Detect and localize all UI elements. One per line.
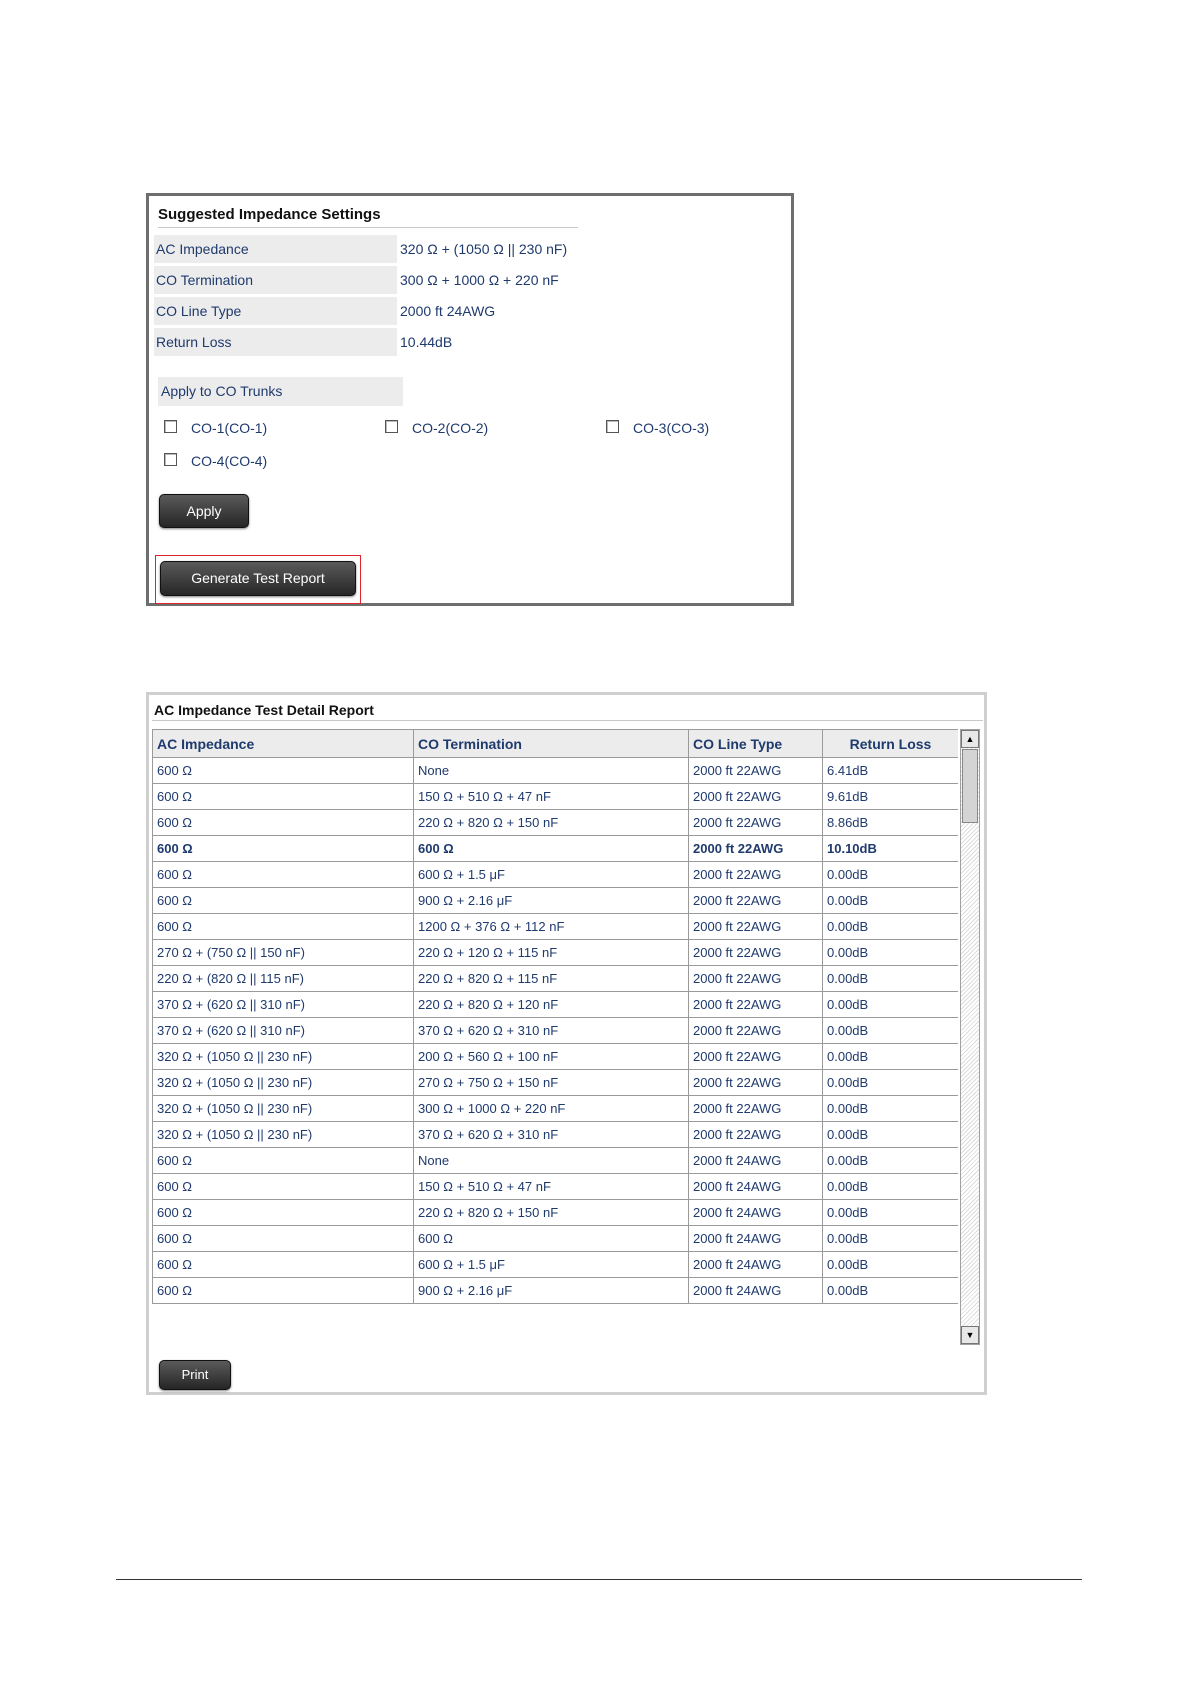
cell-return-loss: 0.00dB [823, 1174, 959, 1200]
setting-label: AC Impedance [154, 235, 397, 263]
table-row[interactable] [153, 992, 959, 1018]
cell-ac-impedance: 600 Ω [153, 836, 414, 862]
table-row[interactable] [153, 1226, 959, 1252]
apply-button[interactable]: Apply [159, 494, 249, 528]
cell-return-loss: 0.00dB [823, 1018, 959, 1044]
cell-co-line-type: 2000 ft 22AWG [689, 1122, 823, 1148]
cell-co-termination: 370 Ω + 620 Ω + 310 nF [414, 1122, 689, 1148]
table-row[interactable] [153, 1044, 959, 1070]
cell-ac-impedance: 600 Ω [153, 1174, 414, 1200]
cell-co-line-type: 2000 ft 24AWG [689, 1252, 823, 1278]
cell-return-loss: 6.41dB [823, 758, 959, 784]
cell-return-loss: 0.00dB [823, 888, 959, 914]
cell-return-loss: 0.00dB [823, 1252, 959, 1278]
setting-row-co-line-type [154, 297, 774, 325]
table-row[interactable] [153, 1018, 959, 1044]
table-row[interactable] [153, 1070, 959, 1096]
table-row[interactable] [153, 862, 959, 888]
cell-co-termination: 220 Ω + 820 Ω + 150 nF [414, 810, 689, 836]
cell-co-termination: 220 Ω + 120 Ω + 115 nF [414, 940, 689, 966]
cell-ac-impedance: 600 Ω [153, 1252, 414, 1278]
cell-return-loss: 0.00dB [823, 1096, 959, 1122]
cell-return-loss: 0.00dB [823, 1278, 959, 1304]
report-table-body [153, 758, 959, 1304]
apply-to-co-trunks-label: Apply to CO Trunks [158, 377, 403, 406]
cell-co-line-type: 2000 ft 22AWG [689, 966, 823, 992]
cell-return-loss: 0.00dB [823, 1122, 959, 1148]
cell-ac-impedance: 600 Ω [153, 1278, 414, 1304]
table-row[interactable] [153, 1252, 959, 1278]
trunk-label: CO-2(CO-2) [412, 420, 489, 436]
table-row[interactable] [153, 758, 959, 784]
cell-co-line-type: 2000 ft 24AWG [689, 1174, 823, 1200]
cell-return-loss: 0.00dB [823, 1148, 959, 1174]
table-row[interactable] [153, 1278, 959, 1304]
report-table-container [152, 729, 958, 1345]
table-row[interactable] [153, 810, 959, 836]
setting-row-ac-impedance [154, 235, 774, 263]
trunk-checkbox-co-2[interactable] [385, 418, 585, 438]
table-row[interactable] [153, 914, 959, 940]
cell-co-termination: 220 Ω + 820 Ω + 115 nF [414, 966, 689, 992]
table-row[interactable] [153, 888, 959, 914]
setting-value: 10.44dB [400, 334, 453, 350]
settings-title: Suggested Impedance Settings [158, 205, 578, 228]
cell-co-line-type: 2000 ft 22AWG [689, 836, 823, 862]
cell-co-termination: 270 Ω + 750 Ω + 150 nF [414, 1070, 689, 1096]
table-row[interactable] [153, 1200, 959, 1226]
cell-return-loss: 0.00dB [823, 1044, 959, 1070]
vertical-scrollbar[interactable] [960, 729, 980, 1345]
trunk-checkbox-co-4[interactable] [164, 451, 364, 471]
cell-ac-impedance: 600 Ω [153, 810, 414, 836]
cell-ac-impedance: 320 Ω + (1050 Ω || 230 nF) [153, 1044, 414, 1070]
scrollbar-thumb[interactable] [962, 749, 978, 823]
cell-return-loss: 0.00dB [823, 862, 959, 888]
cell-co-termination: 220 Ω + 820 Ω + 120 nF [414, 992, 689, 1018]
table-row[interactable] [153, 1122, 959, 1148]
cell-co-line-type: 2000 ft 22AWG [689, 810, 823, 836]
table-header-row [153, 730, 959, 758]
cell-co-line-type: 2000 ft 22AWG [689, 1070, 823, 1096]
cell-ac-impedance: 320 Ω + (1050 Ω || 230 nF) [153, 1122, 414, 1148]
cell-ac-impedance: 600 Ω [153, 758, 414, 784]
cell-co-line-type: 2000 ft 22AWG [689, 888, 823, 914]
cell-return-loss: 0.00dB [823, 940, 959, 966]
cell-ac-impedance: 600 Ω [153, 1200, 414, 1226]
scroll-down-arrow-icon[interactable]: ▼ [961, 1326, 979, 1344]
column-header-ac-impedance[interactable]: AC Impedance [153, 730, 414, 758]
cell-co-line-type: 2000 ft 22AWG [689, 940, 823, 966]
setting-label: CO Line Type [154, 297, 397, 325]
cell-return-loss: 0.00dB [823, 914, 959, 940]
cell-return-loss: 10.10dB [823, 836, 959, 862]
cell-co-line-type: 2000 ft 24AWG [689, 1278, 823, 1304]
cell-ac-impedance: 600 Ω [153, 888, 414, 914]
cell-return-loss: 0.00dB [823, 1200, 959, 1226]
setting-row-co-termination [154, 266, 774, 294]
cell-co-termination: None [414, 758, 689, 784]
cell-co-termination: 600 Ω [414, 836, 689, 862]
column-header-co-termination[interactable]: CO Termination [414, 730, 689, 758]
checkbox[interactable] [164, 420, 177, 433]
cell-ac-impedance: 220 Ω + (820 Ω || 115 nF) [153, 966, 414, 992]
setting-value: 300 Ω + 1000 Ω + 220 nF [400, 272, 559, 288]
cell-return-loss: 0.00dB [823, 992, 959, 1018]
setting-value: 2000 ft 24AWG [400, 303, 496, 319]
cell-ac-impedance: 370 Ω + (620 Ω || 310 nF) [153, 992, 414, 1018]
cell-co-line-type: 2000 ft 22AWG [689, 1096, 823, 1122]
cell-co-termination: 1200 Ω + 376 Ω + 112 nF [414, 914, 689, 940]
generate-test-report-button[interactable]: Generate Test Report [160, 561, 356, 596]
cell-ac-impedance: 600 Ω [153, 862, 414, 888]
setting-row-return-loss [154, 328, 774, 356]
cell-co-termination: 220 Ω + 820 Ω + 150 nF [414, 1200, 689, 1226]
print-button[interactable]: Print [159, 1360, 231, 1390]
checkbox[interactable] [164, 453, 177, 466]
cell-co-termination: 200 Ω + 560 Ω + 100 nF [414, 1044, 689, 1070]
trunk-checkbox-co-1[interactable] [164, 418, 364, 438]
table-row[interactable] [153, 1148, 959, 1174]
cell-co-line-type: 2000 ft 22AWG [689, 992, 823, 1018]
cell-co-termination: 300 Ω + 1000 Ω + 220 nF [414, 1096, 689, 1122]
cell-co-line-type: 2000 ft 22AWG [689, 1018, 823, 1044]
table-row[interactable] [153, 966, 959, 992]
cell-co-line-type: 2000 ft 22AWG [689, 784, 823, 810]
column-header-return-loss[interactable]: Return Loss [823, 730, 959, 758]
cell-return-loss: 0.00dB [823, 966, 959, 992]
cell-co-termination: 370 Ω + 620 Ω + 310 nF [414, 1018, 689, 1044]
scroll-up-arrow-icon[interactable]: ▲ [961, 730, 979, 748]
cell-co-line-type: 2000 ft 22AWG [689, 862, 823, 888]
cell-return-loss: 8.86dB [823, 810, 959, 836]
cell-co-termination: 150 Ω + 510 Ω + 47 nF [414, 784, 689, 810]
cell-return-loss: 9.61dB [823, 784, 959, 810]
cell-ac-impedance: 370 Ω + (620 Ω || 310 nF) [153, 1018, 414, 1044]
report-title: AC Impedance Test Detail Report [152, 699, 983, 721]
cell-co-line-type: 2000 ft 22AWG [689, 1044, 823, 1070]
cell-co-termination: 600 Ω + 1.5 μF [414, 862, 689, 888]
cell-co-line-type: 2000 ft 22AWG [689, 758, 823, 784]
test-detail-report-panel [146, 692, 987, 1395]
table-row[interactable] [153, 1096, 959, 1122]
cell-co-line-type: 2000 ft 22AWG [689, 914, 823, 940]
cell-co-termination: 900 Ω + 2.16 μF [414, 888, 689, 914]
report-table [152, 729, 958, 1304]
suggested-impedance-settings-panel [146, 193, 794, 606]
cell-ac-impedance: 270 Ω + (750 Ω || 150 nF) [153, 940, 414, 966]
cell-co-termination: 600 Ω [414, 1226, 689, 1252]
cell-ac-impedance: 600 Ω [153, 1148, 414, 1174]
checkbox[interactable] [385, 420, 398, 433]
cell-return-loss: 0.00dB [823, 1070, 959, 1096]
setting-label: CO Termination [154, 266, 397, 294]
cell-ac-impedance: 600 Ω [153, 784, 414, 810]
trunk-label: CO-4(CO-4) [191, 453, 268, 469]
trunk-label: CO-3(CO-3) [633, 420, 710, 436]
cell-ac-impedance: 320 Ω + (1050 Ω || 230 nF) [153, 1096, 414, 1122]
table-row[interactable] [153, 940, 959, 966]
checkbox[interactable] [606, 420, 619, 433]
cell-co-line-type: 2000 ft 24AWG [689, 1200, 823, 1226]
table-row[interactable] [153, 836, 959, 862]
table-row[interactable] [153, 784, 959, 810]
cell-co-termination: None [414, 1148, 689, 1174]
cell-co-termination: 150 Ω + 510 Ω + 47 nF [414, 1174, 689, 1200]
setting-label: Return Loss [154, 328, 397, 356]
table-row[interactable] [153, 1174, 959, 1200]
cell-ac-impedance: 600 Ω [153, 1226, 414, 1252]
cell-ac-impedance: 600 Ω [153, 914, 414, 940]
cell-return-loss: 0.00dB [823, 1226, 959, 1252]
cell-co-line-type: 2000 ft 24AWG [689, 1226, 823, 1252]
trunk-label: CO-1(CO-1) [191, 420, 268, 436]
trunk-checkbox-co-3[interactable] [606, 418, 766, 438]
column-header-co-line-type[interactable]: CO Line Type [689, 730, 823, 758]
cell-ac-impedance: 320 Ω + (1050 Ω || 230 nF) [153, 1070, 414, 1096]
cell-co-termination: 900 Ω + 2.16 μF [414, 1278, 689, 1304]
cell-co-line-type: 2000 ft 24AWG [689, 1148, 823, 1174]
cell-co-termination: 600 Ω + 1.5 μF [414, 1252, 689, 1278]
setting-value: 320 Ω + (1050 Ω || 230 nF) [400, 241, 568, 257]
footer-divider [116, 1579, 1082, 1580]
